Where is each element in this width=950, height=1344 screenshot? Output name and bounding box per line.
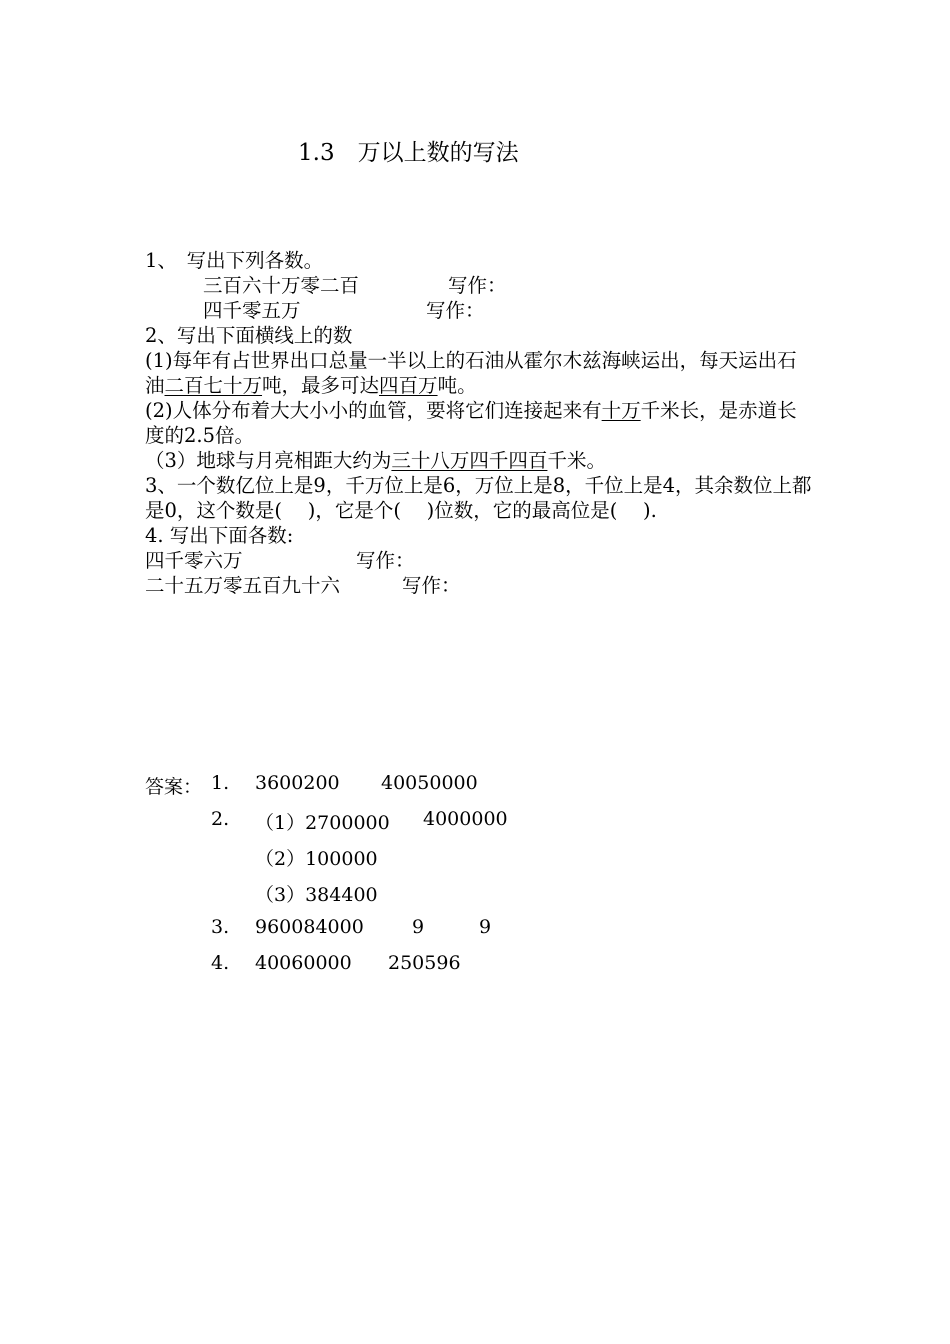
q2-part-3 — [145, 448, 815, 473]
q1-item-text: 四千零五万 — [203, 299, 301, 322]
answer-value: 4000000 — [423, 808, 508, 830]
q4-heading: 4. 写出下面各数: — [145, 524, 294, 547]
q2-p1-underlined-1: 二百七十万 — [164, 374, 263, 397]
answer-row — [145, 880, 378, 916]
q2-p1-underlined-2: 四百万 — [379, 374, 438, 397]
answer-value: （3）384400 — [255, 884, 378, 906]
answer-value: （2）100000 — [255, 848, 378, 870]
q4-item — [145, 548, 815, 573]
q2-heading: 2、写出下面横线上的数 — [145, 324, 353, 347]
answer-row — [145, 808, 508, 844]
q2-part-2 — [145, 398, 815, 448]
q2-p1-text-b: 吨，最多可达 — [262, 374, 380, 397]
answer-row — [145, 844, 378, 880]
answer-value: 40060000 — [255, 952, 352, 974]
answer-value: （1）2700000 — [255, 812, 390, 834]
q4-item-write-label: 写作： — [356, 549, 415, 572]
q2-p2-text-b: 千米长，是赤道长度的2.5倍。 — [145, 399, 797, 447]
answer-row — [145, 772, 478, 808]
answer-value: 960084000 — [255, 916, 364, 938]
q2-p1-text-c: 吨。 — [437, 374, 477, 397]
q1-heading: 1、 写出下列各数。 — [145, 249, 324, 272]
answer-row — [145, 916, 492, 952]
answer-value: 9 — [412, 916, 425, 938]
answers-section — [145, 772, 508, 988]
answer-number: 2. — [211, 808, 230, 830]
q4-item-write-label: 写作： — [402, 574, 461, 597]
answer-value: 250596 — [388, 952, 461, 974]
answer-number: 1. — [211, 772, 230, 794]
q1-item-write-label: 写作： — [448, 274, 507, 297]
q4-item-text: 二十五万零五百九十六 — [145, 574, 341, 597]
answer-value: 9 — [479, 916, 492, 938]
q2-p3-text-b: 千米。 — [547, 449, 606, 472]
answer-row — [145, 952, 461, 988]
q1-item — [145, 298, 815, 323]
q1-item-text: 三百六十万零二百 — [203, 274, 360, 297]
q1-item — [145, 273, 815, 298]
answer-number: 3. — [211, 916, 230, 938]
q2-p3-text-a: （3）地球与月亮相距大约为 — [145, 449, 392, 472]
q2-p2-underlined-1: 十万 — [601, 399, 641, 422]
q4-item-text: 四千零六万 — [145, 549, 243, 572]
q1-item-write-label: 写作： — [426, 299, 485, 322]
q3-text: 3、一个数亿位上是9，千万位上是6，万位上是8，千位上是4，其余数位上都是0，这个数是( )，它是个( )位数，它的最高位是( ). — [145, 474, 812, 522]
q2-p3-underlined-1: 三十八万四千四百 — [391, 449, 548, 472]
answers-label: 答案： — [145, 776, 203, 798]
questions-section — [145, 248, 815, 598]
page-title: 1.3 万以上数的写法 — [298, 140, 519, 166]
q2-p1-text-a: (1)每年有占世界出口总量一半以上的石油从霍尔木兹海峡运出，每天运出石油 — [145, 349, 797, 397]
answer-number: 4. — [211, 952, 230, 974]
q2-part-1 — [145, 348, 815, 398]
answer-value: 40050000 — [381, 772, 478, 794]
q4-item — [145, 573, 815, 598]
answer-value: 3600200 — [255, 772, 340, 794]
q2-p2-text-a: (2)人体分布着大大小小的血管，要将它们连接起来有 — [145, 399, 602, 422]
